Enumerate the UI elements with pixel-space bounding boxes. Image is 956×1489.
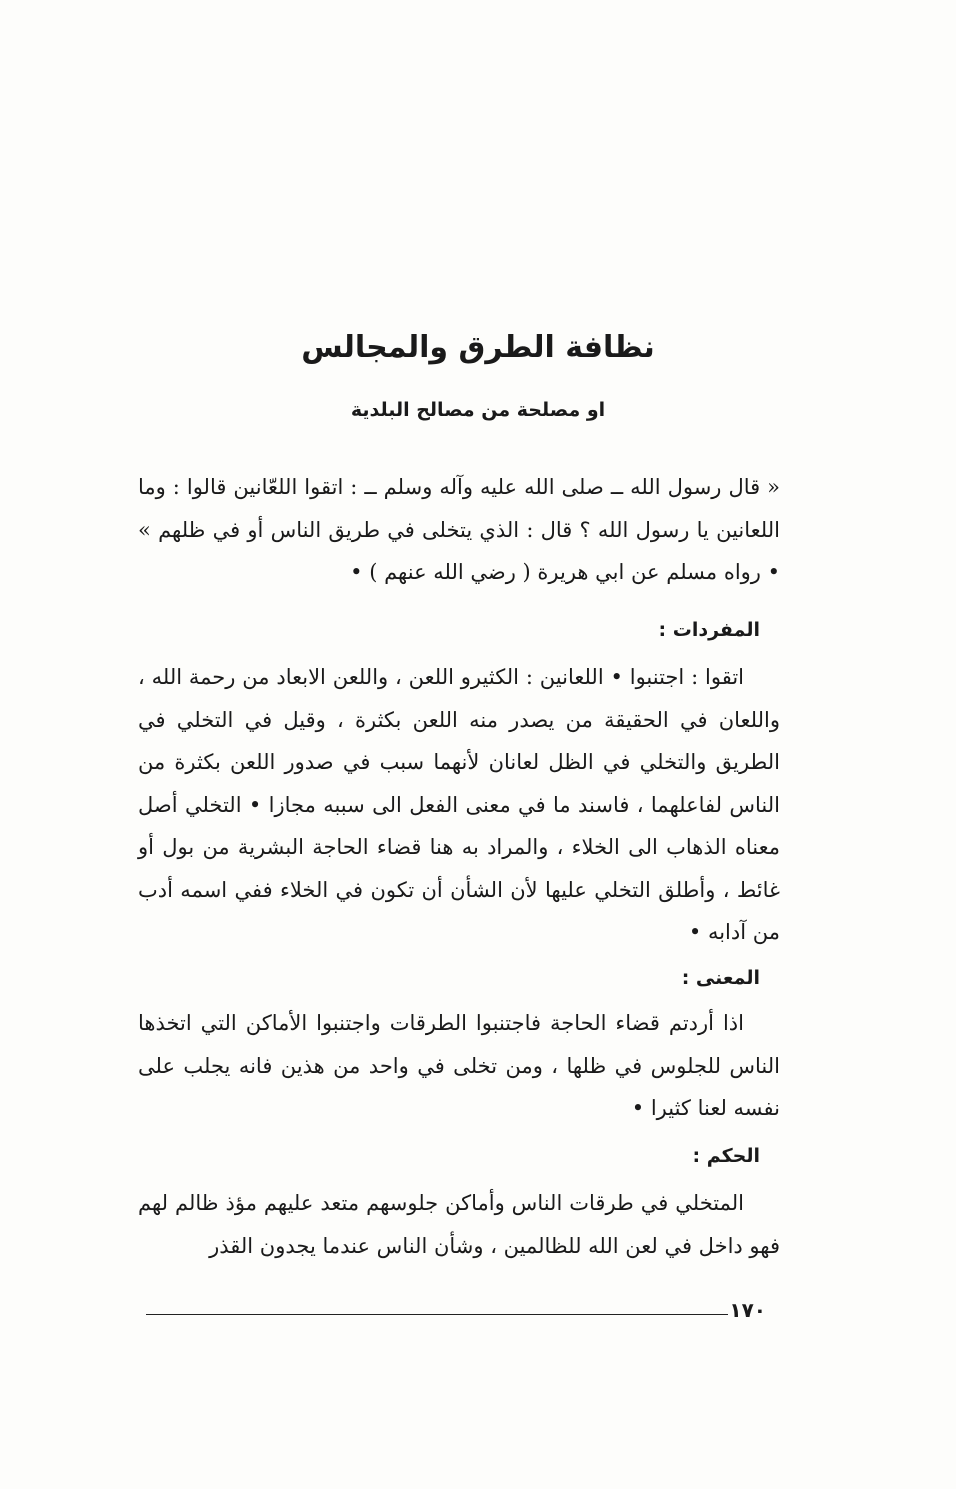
section-meaning bbox=[138, 1002, 780, 1130]
section-heading-vocabulary: المفردات : bbox=[658, 619, 760, 641]
footer-rule bbox=[146, 1314, 728, 1315]
section-heading-ruling: الحكم : bbox=[692, 1145, 760, 1167]
page-number: ١٧٠ bbox=[729, 1298, 766, 1322]
section-heading-meaning: المعنى : bbox=[681, 967, 760, 989]
page-subtitle: او مصلحة من مصالح البلدية bbox=[350, 399, 606, 421]
hadith-block bbox=[138, 466, 780, 594]
section-ruling-text: المتخلي في طرقات الناس وأماكن جلوسهم متعد عليهم مؤذ ظالم لهم فهو داخل في لعن الله للظالمين ، وشأن الناس عندما يجدون القذر bbox=[138, 1191, 780, 1258]
page-title: نظافة الطرق والمجالس bbox=[301, 330, 655, 365]
section-ruling bbox=[138, 1182, 780, 1267]
page-footer bbox=[146, 1290, 766, 1330]
hadith-text: « قال رسول الله ــ صلى الله عليه وآله وسلم ــ : اتقوا اللعّانين قالوا : وما اللعانين يا رسول الله ؟ قال : الذي يتخلى في طريق الناس أو في ظلهم » • رواه مسلم عن ابي هريرة ( رضي الله عنهم ) • bbox=[138, 475, 780, 584]
section-vocabulary-text: اتقوا : اجتنبوا • اللعانين : الكثيرو اللعن ، واللعن الابعاد من رحمة الله ، واللعان في الحقيقة من يصدر منه اللعن بكثرة ، وقيل في التخلي في الطريق والتخلي في الظل لعانان لأنهما سبب في صدور اللعن بكثرة من الناس لفاعلهما ، فاسند ما في معنى الفعل الى سببه مجازا • التخلي أصل معناه الذهاب الى الخلاء ، والمراد به هنا قضاء الحاجة البشرية من بول أو غائط ، وأطلق التخلي عليها لأن الشأن أن تكون في الخلاء ففي اسمه أدب من آدابه • bbox=[138, 665, 781, 944]
section-vocabulary bbox=[138, 656, 780, 954]
section-meaning-text: اذا أردتم قضاء الحاجة فاجتنبوا الطرقات واجتنبوا الأماكن التي اتخذها الناس للجلوس في ظلها ، ومن تخلى في واحد من هذين فانه يجلب على نفسه لعنا كثيرا • bbox=[138, 1011, 780, 1120]
